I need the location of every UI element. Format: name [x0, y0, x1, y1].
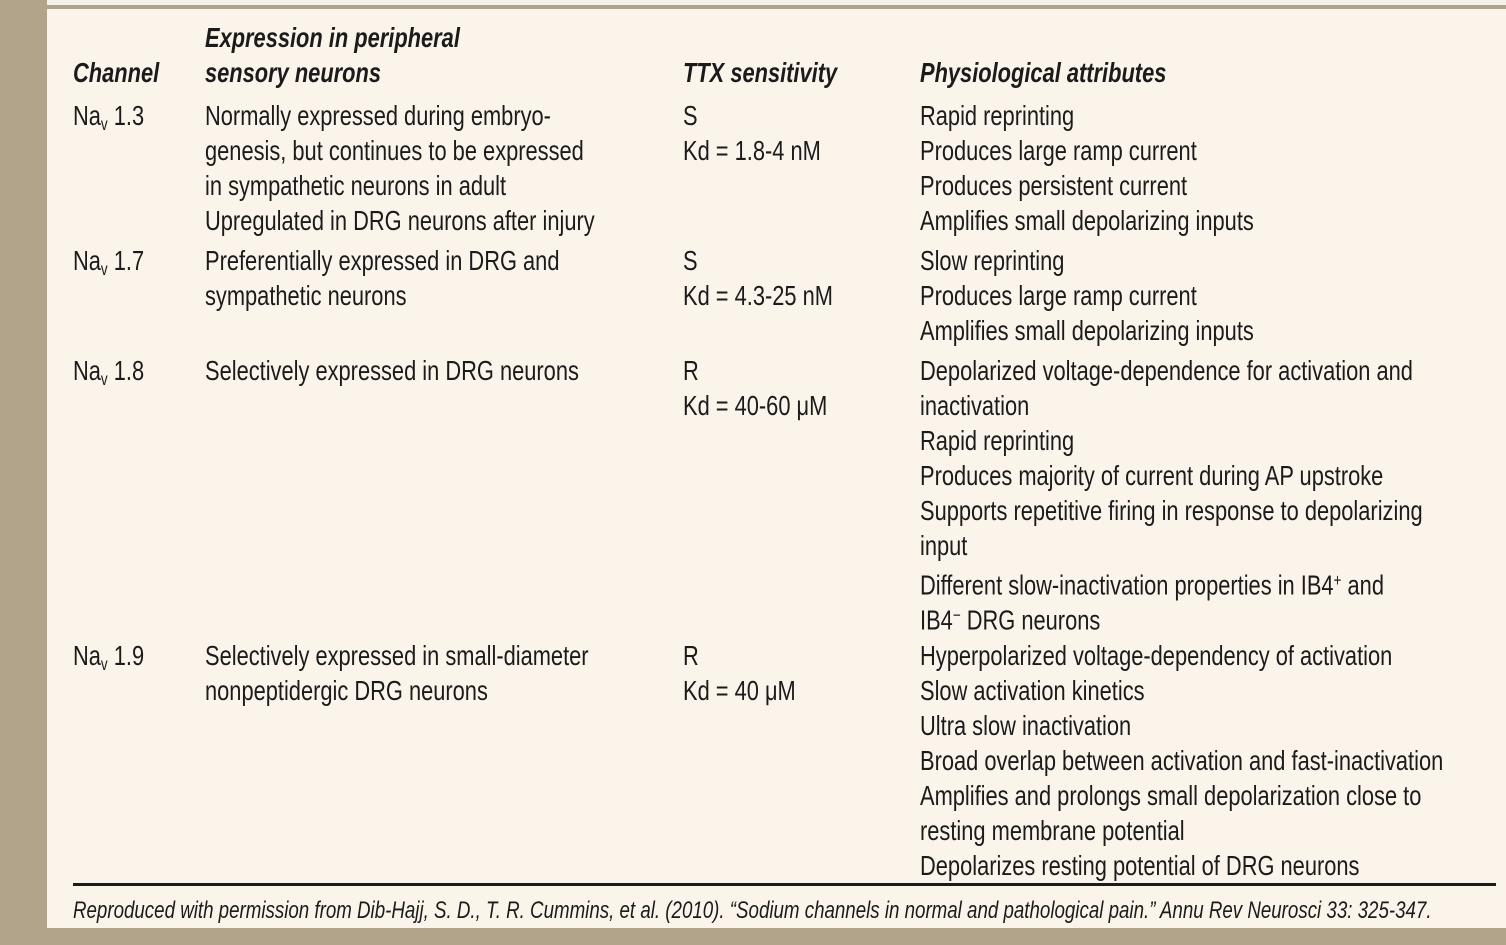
cell-expression: [205, 353, 683, 633]
cell-line: Rapid reprinting: [920, 100, 1075, 131]
cell-line: resting membrane potential: [920, 815, 1185, 846]
cell-line: Different slow-inactivation properties in IB4+ and: [920, 569, 1384, 601]
cell-line: sympathetic neurons: [205, 280, 407, 311]
cell-line: $Na_v$ 1.8: [73, 355, 145, 389]
subscript: v: [100, 368, 108, 389]
cell-line: Kd = 40-60 μM: [683, 390, 828, 421]
subscript: v: [100, 258, 108, 279]
cell-ttx: [683, 243, 920, 348]
citation-line: Reproduced with permission from Dib-Hajj, S. D., T. R. Cummins, et al. (2010). “Sodium channels in normal and pathological pain.” Annu Rev Neurosci 33: 325-347.: [73, 897, 1432, 924]
cell-channel: [73, 243, 205, 348]
sodium-channel-table: [73, 20, 1494, 883]
subscript: v: [100, 653, 108, 674]
cell-line: Normally expressed during embryo-: [205, 100, 551, 131]
cell-line: IB4− DRG neurons: [920, 604, 1101, 636]
cell-line: Depolarized voltage-dependence for activation and: [920, 355, 1413, 386]
cell-line: Kd = 40 μM: [683, 675, 796, 706]
cell-ttx: [683, 638, 920, 883]
footer-divider-rule: [73, 883, 1496, 886]
cell-expression: [205, 98, 683, 238]
cell-line: R: [683, 355, 699, 386]
header-cell-channel: [73, 20, 205, 93]
cell-line: Physiological attributes: [920, 57, 1167, 88]
cell-attributes: [920, 243, 1496, 348]
cell-line: sensory neurons: [205, 57, 381, 88]
cell-line: S: [683, 100, 698, 131]
cell-line: Kd = 1.8-4 nM: [683, 135, 821, 166]
cell-line: [73, 20, 205, 55]
cell-line: Produces majority of current during AP upstroke: [920, 460, 1384, 491]
header-cell-attributes: [920, 20, 1496, 93]
cell-line: Slow activation kinetics: [920, 675, 1145, 706]
cell-line: $Na_v$ 1.9: [73, 640, 145, 674]
cell-line: Channel: [73, 57, 160, 88]
cell-line: Produces large ramp current: [920, 280, 1197, 311]
cell-line: Supports repetitive firing in response to depolarizing: [920, 495, 1423, 526]
cell-line: Upregulated in DRG neurons after injury: [205, 205, 595, 236]
cell-line: inactivation: [920, 390, 1030, 421]
cell-line: $Na_v$ 1.3: [73, 100, 145, 134]
cell-expression: [205, 243, 683, 348]
cell-channel: [73, 353, 205, 633]
cell-line: in sympathetic neurons in adult: [205, 170, 507, 201]
cell-line: Selectively expressed in DRG neurons: [205, 355, 579, 386]
page-content: [73, 20, 1494, 928]
bottom-border-band: [0, 928, 1506, 945]
cell-line: Ultra slow inactivation: [920, 710, 1132, 741]
cell-attributes: [920, 98, 1496, 238]
cell-line: Preferentially expressed in DRG and: [205, 245, 560, 276]
cell-line: Expression in peripheral: [205, 22, 460, 53]
cell-line: Amplifies and prolongs small depolarization close to: [920, 780, 1422, 811]
cell-line: Produces large ramp current: [920, 135, 1197, 166]
cell-line: Amplifies small depolarizing inputs: [920, 315, 1254, 346]
cell-line: Hyperpolarized voltage-dependency of activation: [920, 640, 1393, 671]
cell-line: Slow reprinting: [920, 245, 1065, 276]
cell-line: input: [920, 530, 968, 561]
cell-line: Selectively expressed in small-diameter: [205, 640, 589, 671]
cell-line: $Na_v$ 1.7: [73, 245, 145, 279]
cell-line: Produces persistent current: [920, 170, 1188, 201]
cell-line: Kd = 4.3-25 nM: [683, 280, 833, 311]
cell-line: Broad overlap between activation and fast-inactivation: [920, 745, 1444, 776]
cell-attributes: [920, 353, 1496, 636]
cell-ttx: [683, 353, 920, 633]
subscript: v: [100, 113, 108, 134]
cell-line: R: [683, 640, 699, 671]
superscript: +: [1333, 570, 1342, 590]
superscript: −: [952, 605, 961, 625]
cell-line: nonpeptidergic DRG neurons: [205, 675, 488, 706]
header-cell-expression: [205, 20, 683, 93]
cell-line: Depolarizes resting potential of DRG neurons: [920, 850, 1360, 881]
page: [47, 9, 1506, 928]
cell-line: TTX sensitivity: [683, 57, 838, 88]
cell-line: genesis, but continues to be expressed: [205, 135, 584, 166]
cell-line: Amplifies small depolarizing inputs: [920, 205, 1254, 236]
cell-channel: [73, 98, 205, 238]
cell-line: [920, 20, 1496, 55]
cell-ttx: [683, 98, 920, 238]
left-margin-band: [0, 0, 47, 945]
cell-expression: [205, 638, 683, 883]
cell-channel: [73, 638, 205, 883]
cell-line: Rapid reprinting: [920, 425, 1075, 456]
cell-line: [683, 20, 920, 55]
citation-text: [73, 895, 1494, 927]
header-cell-ttx: [683, 20, 920, 93]
cell-line: S: [683, 245, 698, 276]
cell-attributes: [920, 638, 1496, 883]
